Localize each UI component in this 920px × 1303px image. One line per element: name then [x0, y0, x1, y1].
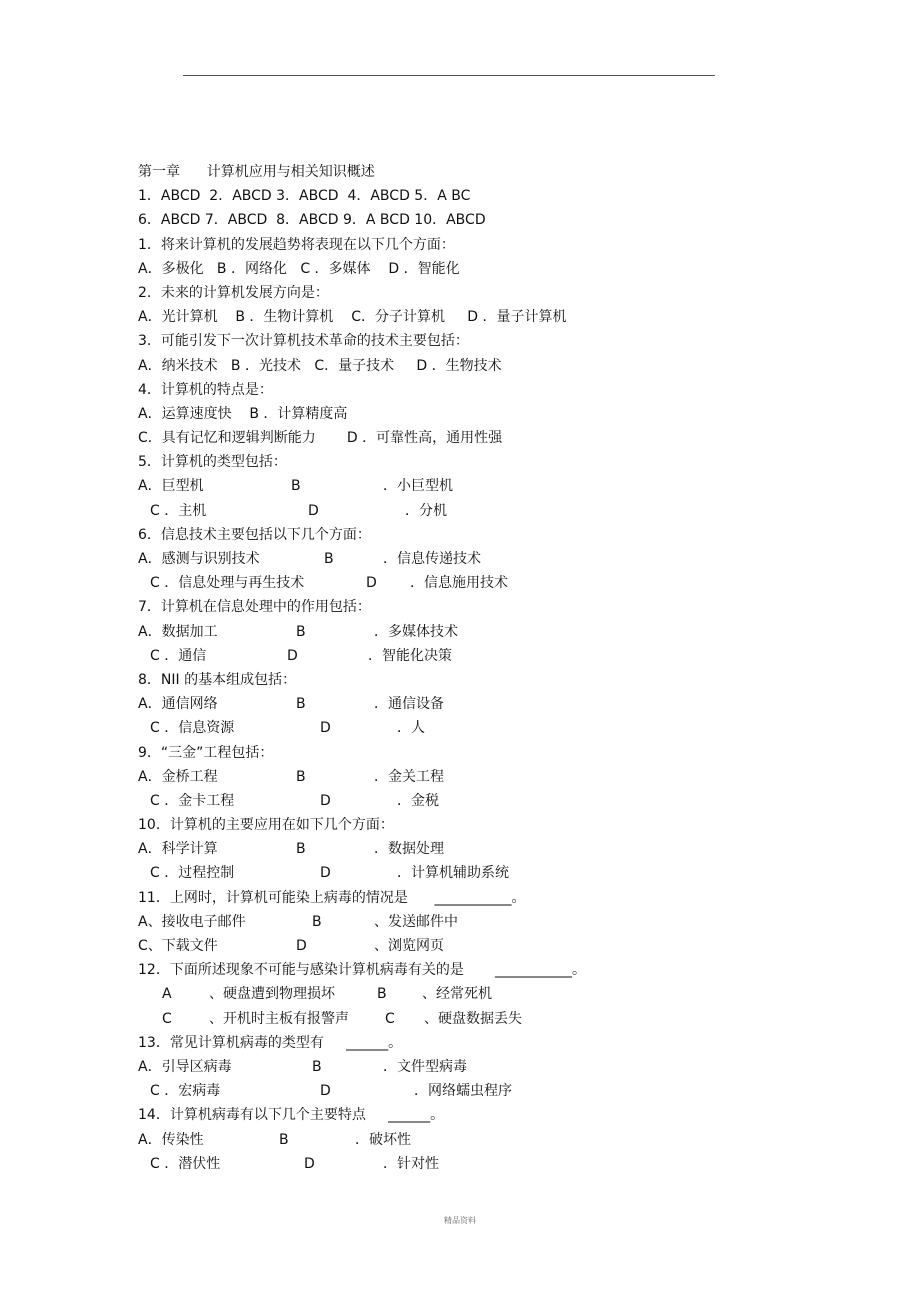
text-segment: C．具有记忆和逻辑判断能力 D ．可靠性高，通用性强	[138, 430, 503, 447]
text-line	[138, 813, 858, 837]
text-segment: ．数据处理	[374, 841, 444, 858]
text-segment: 12．下面所述现象不可能与感染计算机病毒有关的是 ___________。	[138, 962, 586, 979]
text-segment: B	[291, 478, 301, 495]
text-line	[138, 499, 858, 523]
text-segment: A．纳米技术 B ．光技术 C．量子技术 D ．生物技术	[138, 357, 502, 374]
text-segment: ．多媒体技术	[374, 623, 458, 640]
text-segment: D	[366, 575, 377, 592]
text-segment: B	[296, 623, 306, 640]
text-line	[138, 378, 858, 402]
document-body	[138, 160, 858, 1176]
text-line	[138, 233, 858, 257]
text-line	[138, 305, 858, 329]
text-segment: ．文件型病毒	[383, 1058, 467, 1075]
text-line	[138, 716, 858, 740]
text-segment: A．传染性	[138, 1131, 204, 1148]
text-segment: D	[296, 938, 307, 954]
text-segment: C	[162, 1010, 172, 1027]
text-line	[138, 426, 858, 450]
text-segment: D	[308, 502, 319, 519]
text-segment: D	[320, 865, 331, 882]
text-segment: B	[324, 551, 334, 567]
text-segment: 2．未来的计算机发展方向是：	[138, 284, 329, 301]
text-segment: 10．计算机的主要应用在如下几个方面：	[138, 817, 394, 834]
text-line	[138, 934, 858, 958]
text-line	[138, 208, 858, 232]
text-line	[138, 1079, 858, 1103]
text-line	[138, 1031, 858, 1055]
text-segment: B	[312, 1058, 322, 1075]
header-rule	[183, 75, 715, 76]
text-line	[138, 450, 858, 474]
text-segment: ．针对性	[383, 1155, 439, 1172]
text-segment: C	[385, 1010, 395, 1027]
text-segment: B	[377, 986, 387, 1003]
text-line	[138, 160, 858, 184]
text-line	[138, 354, 858, 378]
text-segment: ．信息施用技术	[410, 575, 508, 592]
text-line	[138, 958, 858, 982]
text-segment: 、经常死机	[422, 986, 492, 1003]
text-line	[138, 1152, 858, 1176]
text-segment: B	[279, 1131, 289, 1148]
footer-text: 精品资料	[444, 1216, 476, 1225]
text-segment: ．金税	[397, 792, 439, 809]
text-segment: 11．上网时，计算机可能染上病毒的情况是 ___________。	[138, 889, 526, 906]
text-line	[138, 692, 858, 716]
text-segment: B	[296, 841, 306, 858]
text-segment: ．金关工程	[374, 768, 444, 785]
text-segment: 、开机时主板有报警声	[209, 1010, 349, 1027]
text-segment: A．科学计算	[138, 841, 218, 858]
text-segment: ．网络蠕虫程序	[414, 1083, 512, 1100]
text-segment: ．智能化决策	[368, 647, 452, 664]
text-segment: C ．宏病毒	[150, 1083, 221, 1100]
text-line	[138, 886, 858, 910]
text-segment: 、浏览网页	[374, 938, 444, 954]
text-line	[138, 982, 858, 1006]
text-segment: ．通信设备	[374, 696, 444, 713]
text-line	[138, 184, 858, 208]
text-line	[138, 547, 858, 571]
text-segment: D	[287, 647, 298, 664]
text-line	[138, 595, 858, 619]
text-segment: 1．ABCD 2．ABCD 3．ABCD 4．ABCD 5．A BC	[138, 188, 471, 205]
text-line	[138, 281, 858, 305]
text-segment: 、发送邮件中	[374, 913, 458, 930]
text-segment: C ．信息资源	[150, 720, 235, 737]
text-segment: C ．主机	[150, 502, 207, 519]
text-segment: B	[312, 913, 322, 930]
text-line	[138, 789, 858, 813]
text-segment: C ．潜伏性	[150, 1155, 221, 1172]
text-segment: 6．信息技术主要包括以下几个方面：	[138, 526, 371, 543]
text-segment: 3．可能引发下一次计算机技术革命的技术主要包括：	[138, 333, 469, 350]
text-segment: 、硬盘遭到物理损坏	[209, 986, 335, 1003]
text-segment: C ．信息处理与再生技术	[150, 575, 305, 592]
text-segment: D	[320, 1083, 331, 1100]
text-line	[138, 765, 858, 789]
text-line	[138, 571, 858, 595]
text-segment: ．分机	[405, 502, 447, 519]
text-segment: 14．计算机病毒有以下几个主要特点 ______。	[138, 1107, 445, 1124]
text-line	[138, 257, 858, 281]
text-segment: D	[320, 792, 331, 809]
text-segment: A．光计算机 B ．生物计算机 C．分子计算机 D ．量子计算机	[138, 309, 567, 326]
text-line	[138, 644, 858, 668]
text-line	[138, 837, 858, 861]
text-segment: ．小巨型机	[383, 478, 453, 495]
text-segment: C、下载文件	[138, 938, 218, 954]
text-segment: ．破坏性	[355, 1131, 411, 1148]
text-segment: B	[296, 696, 306, 713]
text-line	[138, 620, 858, 644]
text-line	[138, 1103, 858, 1127]
text-line	[138, 741, 858, 765]
text-segment: 4．计算机的特点是：	[138, 381, 273, 398]
text-segment: A．金桥工程	[138, 768, 218, 785]
text-line	[138, 668, 858, 692]
text-segment: D	[320, 720, 331, 737]
text-segment: ．计算机辅助系统	[397, 865, 509, 882]
text-segment: C ．金卡工程	[150, 792, 235, 809]
text-segment: 1．将来计算机的发展趋势将表现在以下几个方面：	[138, 236, 455, 253]
text-line	[138, 1007, 858, 1031]
text-segment: 8．NII 的基本组成包括：	[138, 671, 297, 688]
text-segment: A．多极化 B ．网络化 C ．多媒体 D ．智能化	[138, 260, 460, 277]
text-segment: A、接收电子邮件	[138, 913, 246, 930]
text-line	[138, 1055, 858, 1079]
text-segment: A．巨型机	[138, 478, 204, 495]
text-segment: A	[162, 986, 172, 1003]
text-line	[138, 329, 858, 353]
text-segment: A．数据加工	[138, 623, 218, 640]
text-line	[138, 861, 858, 885]
text-line	[138, 910, 858, 934]
text-line	[138, 523, 858, 547]
text-segment: ．人	[397, 720, 425, 737]
text-segment: 、硬盘数据丢失	[424, 1010, 522, 1027]
text-segment: 13．常见计算机病毒的类型有 ______。	[138, 1034, 403, 1051]
text-segment: B	[296, 768, 306, 785]
text-segment: A．通信网络	[138, 696, 218, 713]
text-line	[138, 1128, 858, 1152]
text-segment: A．运算速度快 B ．计算精度高	[138, 405, 348, 422]
text-segment: 6．ABCD 7．ABCD 8．ABCD 9．A BCD 10．ABCD	[138, 212, 486, 229]
text-line	[138, 474, 858, 498]
text-segment: 第一章 计算机应用与相关知识概述	[138, 164, 375, 180]
text-segment: A．感测与识别技术	[138, 551, 260, 567]
text-segment: C ．过程控制	[150, 865, 235, 882]
text-segment: 7．计算机在信息处理中的作用包括：	[138, 599, 371, 616]
text-segment: C ．通信	[150, 647, 207, 664]
text-segment: ．信息传递技术	[383, 551, 481, 567]
text-segment: A．引导区病毒	[138, 1058, 232, 1075]
text-segment: 5．计算机的类型包括：	[138, 454, 287, 471]
text-line	[138, 402, 858, 426]
text-segment: 9．“三金”工程包括：	[138, 744, 274, 761]
text-segment: D	[304, 1155, 315, 1172]
